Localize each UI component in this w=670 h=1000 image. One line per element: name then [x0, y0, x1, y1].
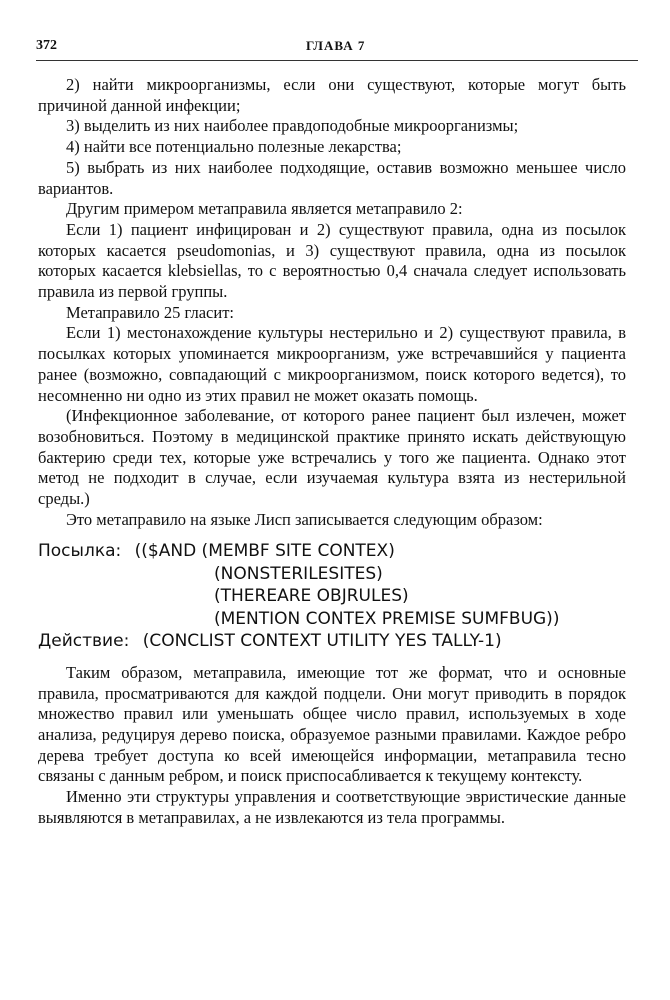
page-header — [36, 38, 636, 60]
page-number: 372 — [36, 38, 57, 53]
premise-row — [38, 540, 626, 563]
premise-label: Посылка: — [38, 541, 122, 562]
paragraph-explanation: (Инфекционное заболевание, от которого ранее пациент был излечен, может возобновиться. Поэтому в медицинской практике принято искать действующую бактерию среди тех, которые уже встречались у того же пациента. Однако этот метод не подходит в случае, если изучаемая культура взята из нестерильной среды.) — [38, 406, 626, 509]
premise-line-3: (THEREARE OBJRULES) — [214, 586, 409, 607]
paragraph-conclusion: Именно эти структуры управления и соответствующие эвристические данные выявляются в метаправилах, а не извлекаются из тела программы. — [38, 787, 626, 827]
paragraph-summary: Таким образом, метаправила, имеющие тот же формат, что и основные правила, просматриваются для каждой подцели. Они могут приводить в порядок множество правил или уменьшать общее число правил, используемых в ходе анализа, редуцируя дерево поиска, образуемое разными правилами. Каждое ребро дерева требует доступа ко всей имеющейся информации, метаправила тесно связаны с данным ребром, и поиск приспосабливается к текущему контексту. — [38, 662, 626, 786]
action-line: (CONCLIST CONTEXT UTILITY YES TALLY-1) — [142, 631, 502, 652]
paragraph-metarule-25: Если 1) местонахождение культуры нестерильно и 2) существуют правила, в посылках которых упоминается микроорганизм, уже встречавшийся у пациента ранее (возможно, совпадающий с микроорганизмом, поиск которого ведется), то несомненно ни одно из этих правил не может оказать помощь. — [38, 323, 626, 405]
page-body — [38, 75, 626, 829]
paragraph-metarule-25-intro: Метаправило 25 гласит: — [66, 302, 234, 322]
header-rule — [36, 60, 638, 61]
list-item-4: 4) найти все потенциально полезные лекарства; — [66, 137, 402, 157]
premise-line-4: (MENTION CONTEX PREMISE SUMFBUG)) — [214, 608, 560, 629]
action-label: Действие: — [38, 631, 130, 652]
paragraph-lisp-intro: Это метаправило на языке Лисп записывается следующим образом: — [66, 509, 543, 529]
list-item-3: 3) выделить из них наиболее правдоподобные микроорганизмы; — [66, 116, 519, 136]
lisp-code-block — [38, 540, 626, 653]
paragraph-metarule-2-intro: Другим примером метаправила является метаправило 2: — [66, 199, 463, 219]
list-item-2: 2) найти микроорганизмы, если они существуют, которые могут быть причиной данной инфекции; — [38, 75, 626, 115]
premise-line-2: (NONSTERILESITES) — [214, 563, 383, 584]
list-item-5: 5) выбрать из них наиболее подходящие, оставив возможно меньшее число вариантов. — [38, 157, 626, 198]
action-row — [38, 630, 626, 653]
paragraph-metarule-2: Если 1) пациент инфицирован и 2) существуют правила, одна из посылок которых касается pseudomonias, и 3) существуют правила, одна из посылок которых касается klebsiellas, то с вероятностью 0,4 сначала следует использовать правила из первой группы. — [38, 219, 626, 302]
premise-line-1: (($AND (MEMBF SITE CONTEX) — [134, 541, 395, 562]
chapter-running-head: ГЛАВА 7 — [306, 38, 366, 53]
